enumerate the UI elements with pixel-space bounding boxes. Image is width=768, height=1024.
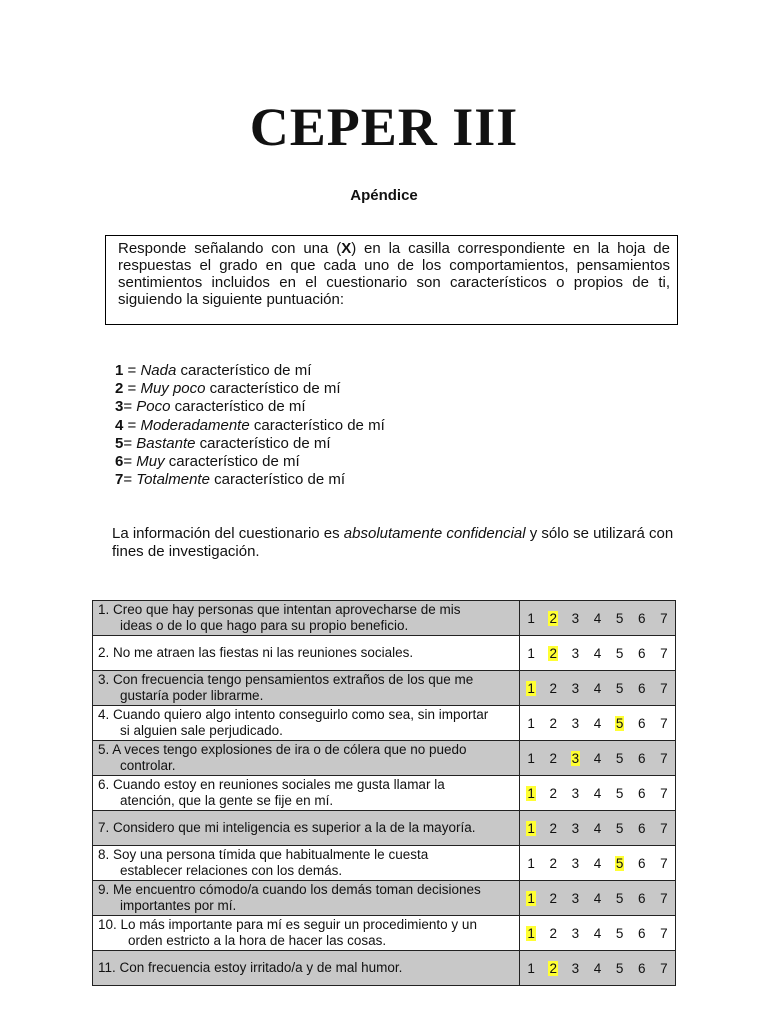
answer-option-6[interactable] [631, 961, 653, 976]
confidentiality-note [112, 525, 682, 561]
answer-option-7[interactable] [653, 926, 675, 941]
question-line-1: 3. Con frecuencia tengo pensamientos extraños de los que me [98, 672, 474, 687]
question-line-1: 11. Con frecuencia estoy irritado/a y de mal humor. [98, 960, 403, 975]
answer-option-4[interactable] [586, 681, 608, 696]
answer-option-7[interactable] [653, 611, 675, 626]
answer-option-1[interactable] [520, 716, 542, 731]
answer-option-7[interactable] [653, 751, 675, 766]
answer-option-label: 4 [593, 855, 602, 871]
scale-number: 7 [115, 471, 124, 489]
rating-scale [115, 362, 385, 489]
answer-option-2[interactable] [542, 611, 564, 626]
question-row [93, 706, 676, 741]
answer-option-label: 6 [638, 785, 646, 801]
scale-term: Bastante [136, 434, 196, 452]
scale-row [115, 380, 385, 398]
answer-option-4[interactable] [586, 751, 608, 766]
answer-option-label: 4 [593, 680, 602, 696]
question-row [93, 776, 676, 811]
scale-number: 1 [115, 362, 124, 379]
answer-option-3[interactable] [564, 716, 586, 731]
answer-option-2[interactable] [542, 646, 564, 661]
answer-option-label: 2 [549, 820, 557, 836]
answer-option-6[interactable] [631, 821, 653, 836]
answer-option-label: 5 [615, 645, 624, 661]
question-line-2: establecer relaciones con los demás. [120, 863, 343, 878]
answer-option-label: 5 [615, 925, 624, 941]
answer-options [520, 741, 676, 776]
scale-number: 5 [115, 434, 124, 452]
answer-option-3[interactable] [564, 786, 586, 801]
instructions-text-before: Responde señalando con una ( [118, 240, 342, 257]
answer-option-label: 7 [660, 645, 668, 661]
answer-option-1[interactable] [520, 751, 542, 766]
answer-option-label: 3 [571, 715, 580, 731]
answer-option-label: 3 [571, 750, 580, 766]
question-row [93, 881, 676, 916]
answer-option-6[interactable] [631, 646, 653, 661]
answer-option-label: 7 [660, 960, 668, 976]
answer-options [520, 846, 676, 881]
question-line-1: 1. Creo que hay personas que intentan aprovecharse de mis [98, 602, 461, 617]
answer-option-label: 7 [660, 715, 668, 731]
answer-option-label: 6 [638, 960, 646, 976]
question-line-2: orden estricto a la hora de hacer las cosas. [128, 933, 387, 948]
answer-option-label: 4 [593, 610, 602, 626]
answer-option-3[interactable] [564, 961, 586, 976]
scale-number: 3 [115, 398, 124, 416]
question-row [93, 916, 676, 951]
answer-option-label: 3 [571, 680, 580, 696]
answer-option-label: 2 [549, 610, 557, 626]
answer-option-5[interactable] [609, 856, 631, 871]
scale-rest: característico de mí [195, 434, 331, 452]
question-line-2: gustaría poder librarme. [120, 688, 264, 703]
instructions-box [105, 235, 678, 325]
answer-options [520, 636, 676, 671]
answer-options [520, 601, 676, 636]
answer-option-3[interactable] [564, 821, 586, 836]
answer-option-label: 1 [527, 645, 535, 661]
answer-option-4[interactable] [586, 856, 608, 871]
answer-option-label: 3 [571, 785, 580, 801]
answer-option-1[interactable] [520, 856, 542, 871]
answer-option-2[interactable] [542, 926, 564, 941]
scale-sep: = [123, 453, 137, 471]
answer-option-label: 2 [549, 715, 557, 731]
answer-option-3[interactable] [564, 611, 586, 626]
scale-number: 6 [115, 453, 124, 471]
answer-option-label: 3 [571, 960, 580, 976]
answer-option-label: 4 [593, 785, 602, 801]
answer-option-label: 2 [549, 890, 557, 906]
answer-option-label: 5 [615, 855, 624, 871]
question-row [93, 636, 676, 671]
scale-rest: característico de mí [170, 398, 306, 416]
question-line-1: 5. A veces tengo explosiones de ira o de cólera que no puedo [98, 742, 467, 757]
answer-option-5[interactable] [609, 891, 631, 906]
scale-number: 4 [115, 416, 124, 434]
answer-options [520, 916, 676, 951]
answer-option-7[interactable] [653, 856, 675, 871]
question-text [93, 916, 520, 951]
answer-option-7[interactable] [653, 821, 675, 836]
answer-options [520, 951, 676, 986]
answer-options [520, 671, 676, 706]
question-line-1: 8. Soy una persona tímida que habitualmente le cuesta [98, 847, 429, 862]
answer-option-4[interactable] [586, 646, 608, 661]
instructions-text-after: ) en la casilla correspondiente en la hoja de respuestas el grado en que cada uno de los comportamientos, pensamientos sentimientos incluidos en el cuestionario son característicos o propios de ti, siguiendo la siguiente puntuación: [118, 240, 670, 308]
answer-option-label: 1 [527, 960, 535, 976]
scale-sep: = [123, 362, 141, 379]
answer-option-label: 4 [593, 645, 602, 661]
answer-option-4[interactable] [586, 611, 608, 626]
answer-option-6[interactable] [631, 716, 653, 731]
answer-option-label: 7 [660, 855, 668, 871]
answer-option-label: 5 [615, 610, 624, 626]
question-row [93, 811, 676, 846]
answer-option-3[interactable] [564, 891, 586, 906]
answer-option-5[interactable] [609, 961, 631, 976]
scale-rest: característico de mí [249, 416, 385, 434]
answer-option-label: 5 [615, 820, 624, 836]
question-text [93, 846, 520, 881]
answer-option-label: 4 [593, 820, 602, 836]
question-line-2: importantes por mí. [120, 898, 237, 913]
confidentiality-after: y sólo se utilizará con fines de investigación. [112, 525, 674, 560]
answer-option-2[interactable] [542, 786, 564, 801]
question-line-2: atención, que la gente se fije en mí. [120, 793, 334, 808]
scale-number: 2 [115, 380, 124, 398]
question-text [93, 951, 520, 986]
question-line-2: controlar. [120, 758, 176, 773]
answer-option-label: 4 [593, 750, 602, 766]
instructions-mark: X [341, 240, 352, 257]
answer-option-3[interactable] [564, 926, 586, 941]
answer-option-4[interactable] [586, 926, 608, 941]
answer-option-2[interactable] [542, 891, 564, 906]
scale-sep: = [123, 416, 141, 434]
question-text [93, 741, 520, 776]
question-text [93, 776, 520, 811]
answer-option-2[interactable] [542, 821, 564, 836]
answer-option-label: 5 [615, 680, 624, 696]
answer-option-label: 6 [638, 820, 646, 836]
scale-term: Poco [136, 398, 171, 416]
answer-option-label: 7 [660, 925, 668, 941]
question-line-2: ideas o de lo que hago para su propio beneficio. [120, 618, 409, 633]
answer-option-label: 5 [615, 785, 624, 801]
answer-option-label: 7 [660, 785, 668, 801]
answer-option-label: 7 [660, 610, 668, 626]
question-text [93, 706, 520, 741]
answer-option-label: 4 [593, 890, 602, 906]
question-text [93, 636, 520, 671]
answer-option-label: 6 [638, 925, 646, 941]
answer-option-6[interactable] [631, 681, 653, 696]
answer-option-label: 6 [638, 680, 646, 696]
answer-option-1[interactable] [520, 646, 542, 661]
answer-option-label: 6 [638, 890, 646, 906]
answer-options [520, 811, 676, 846]
question-line-1: 7. Considero que mi inteligencia es superior a la de la mayoría. [98, 820, 476, 835]
answer-option-6[interactable] [631, 786, 653, 801]
answer-option-3[interactable] [564, 646, 586, 661]
scale-sep: = [123, 434, 137, 452]
answer-option-6[interactable] [631, 751, 653, 766]
answer-option-3[interactable] [564, 751, 586, 766]
answer-option-label: 1 [527, 820, 535, 836]
answer-option-5[interactable] [609, 611, 631, 626]
answer-option-5[interactable] [609, 681, 631, 696]
answer-option-4[interactable] [586, 961, 608, 976]
answer-option-label: 2 [549, 960, 557, 976]
scale-sep: = [123, 380, 141, 398]
answer-option-6[interactable] [631, 611, 653, 626]
answer-option-7[interactable] [653, 681, 675, 696]
answer-option-label: 2 [549, 785, 557, 801]
answer-option-label: 7 [660, 820, 668, 836]
answer-option-label: 3 [571, 855, 580, 871]
page-title: CEPER III [249, 97, 519, 157]
question-line-1: 2. No me atraen las fiestas ni las reuniones sociales. [98, 645, 414, 660]
answer-option-label: 2 [549, 680, 557, 696]
scale-term: Muy [136, 453, 165, 471]
answer-option-label: 1 [527, 785, 535, 801]
answer-option-2[interactable] [542, 961, 564, 976]
question-row [93, 671, 676, 706]
answer-option-1[interactable] [520, 681, 542, 696]
scale-row [115, 471, 385, 489]
answer-option-label: 6 [638, 750, 646, 766]
question-row [93, 601, 676, 636]
answer-option-label: 5 [615, 890, 624, 906]
answer-option-1[interactable] [520, 611, 542, 626]
scale-sep: = [123, 471, 137, 489]
answer-option-5[interactable] [609, 786, 631, 801]
answer-option-7[interactable] [653, 716, 675, 731]
answer-option-1[interactable] [520, 891, 542, 906]
answer-options [520, 706, 676, 741]
answer-option-label: 2 [549, 855, 557, 871]
answer-option-label: 3 [571, 610, 580, 626]
answer-option-5[interactable] [609, 821, 631, 836]
scale-row [115, 398, 385, 416]
answer-option-7[interactable] [653, 961, 675, 976]
answer-option-5[interactable] [609, 646, 631, 661]
answer-option-label: 6 [638, 610, 646, 626]
answer-option-label: 7 [660, 890, 668, 906]
question-row [93, 741, 676, 776]
answer-option-5[interactable] [609, 926, 631, 941]
scale-row [115, 453, 385, 471]
answer-option-label: 4 [593, 960, 602, 976]
answer-option-2[interactable] [542, 716, 564, 731]
scale-term: Moderadamente [140, 416, 250, 434]
scale-term: Totalmente [136, 471, 210, 489]
scale-rest: característico de mí [164, 453, 300, 471]
question-text [93, 601, 520, 636]
question-line-1: 9. Me encuentro cómodo/a cuando los demás toman decisiones [98, 882, 481, 897]
question-row [93, 951, 676, 986]
scale-rest: característico de mí [176, 362, 312, 379]
answer-option-7[interactable] [653, 786, 675, 801]
scale-rest: característico de mí [205, 380, 341, 398]
answer-options [520, 881, 676, 916]
question-text [93, 881, 520, 916]
answer-option-4[interactable] [586, 786, 608, 801]
answer-option-label: 2 [549, 925, 557, 941]
answer-option-label: 1 [527, 890, 535, 906]
confidentiality-before: La información del cuestionario es [112, 525, 344, 542]
answer-option-1[interactable] [520, 961, 542, 976]
answer-option-label: 7 [660, 680, 668, 696]
question-line-1: 4. Cuando quiero algo intento conseguirlo como sea, sin importar [98, 707, 489, 722]
question-row [93, 846, 676, 881]
answer-option-4[interactable] [586, 716, 608, 731]
answer-option-label: 4 [593, 715, 602, 731]
scale-sep: = [123, 398, 137, 416]
answer-option-1[interactable] [520, 821, 542, 836]
answer-option-label: 3 [571, 925, 580, 941]
question-text [93, 811, 520, 846]
questionnaire-table [92, 600, 676, 986]
answer-option-2[interactable] [542, 681, 564, 696]
scale-row [115, 362, 385, 380]
answer-option-6[interactable] [631, 926, 653, 941]
answer-option-4[interactable] [586, 821, 608, 836]
answer-option-label: 1 [527, 680, 535, 696]
answer-option-label: 1 [527, 610, 535, 626]
answer-option-label: 3 [571, 820, 580, 836]
answer-option-label: 3 [571, 890, 580, 906]
answer-option-label: 5 [615, 715, 624, 731]
scale-term: Nada [140, 362, 177, 379]
answer-option-6[interactable] [631, 891, 653, 906]
answer-options [520, 776, 676, 811]
answer-option-label: 6 [638, 855, 646, 871]
answer-option-3[interactable] [564, 681, 586, 696]
answer-option-label: 1 [527, 715, 535, 731]
question-line-2: si alguien sale perjudicado. [120, 723, 283, 738]
answer-option-1[interactable] [520, 786, 542, 801]
answer-option-label: 6 [638, 715, 646, 731]
answer-option-label: 7 [660, 750, 668, 766]
scale-rest: característico de mí [209, 471, 345, 489]
answer-option-label: 2 [549, 645, 557, 661]
answer-option-2[interactable] [542, 856, 564, 871]
question-text [93, 671, 520, 706]
question-line-1: 10. Lo más importante para mí es seguir un procedimiento y un [98, 917, 477, 932]
answer-option-3[interactable] [564, 856, 586, 871]
answer-option-label: 1 [527, 855, 535, 871]
answer-option-1[interactable] [520, 926, 542, 941]
scale-term: Muy poco [140, 380, 206, 398]
scale-row [115, 435, 385, 453]
answer-option-6[interactable] [631, 856, 653, 871]
answer-option-label: 1 [527, 750, 535, 766]
answer-option-label: 5 [615, 750, 624, 766]
answer-option-label: 2 [549, 750, 557, 766]
scale-row [115, 417, 385, 435]
confidentiality-emphasis: absolutamente confidencial [343, 525, 526, 542]
answer-option-7[interactable] [653, 646, 675, 661]
answer-option-5[interactable] [609, 716, 631, 731]
answer-option-2[interactable] [542, 751, 564, 766]
answer-option-label: 1 [527, 925, 535, 941]
answer-option-label: 3 [571, 645, 580, 661]
answer-option-label: 6 [638, 645, 646, 661]
appendix-heading: Apéndice [350, 187, 418, 204]
question-line-1: 6. Cuando estoy en reuniones sociales me gusta llamar la [98, 777, 445, 792]
answer-option-label: 4 [593, 925, 602, 941]
answer-option-5[interactable] [609, 751, 631, 766]
answer-option-label: 5 [615, 960, 624, 976]
answer-option-4[interactable] [586, 891, 608, 906]
answer-option-7[interactable] [653, 891, 675, 906]
